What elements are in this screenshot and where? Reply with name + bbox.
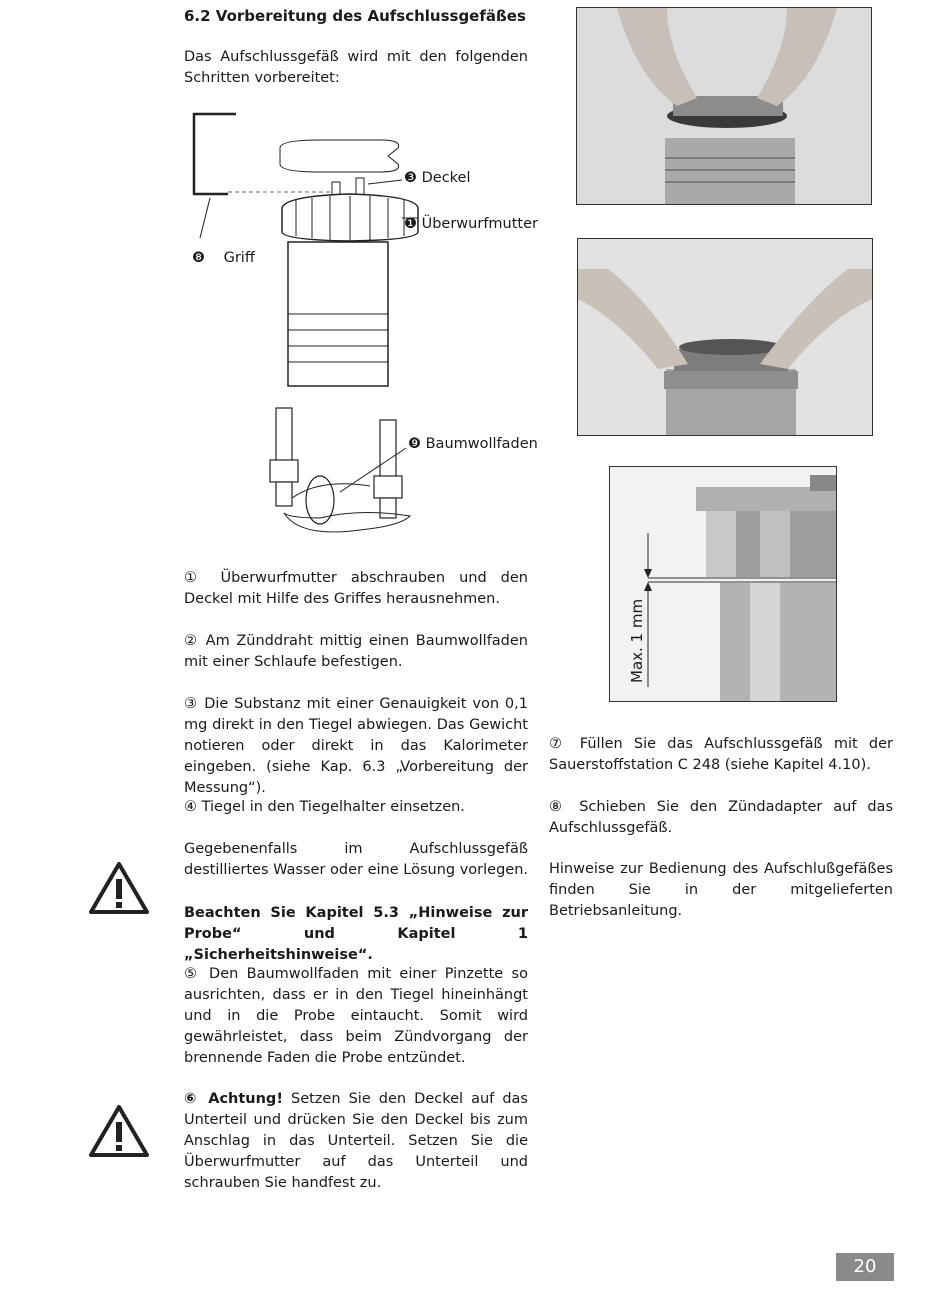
label-baumwollfaden bbox=[408, 436, 538, 452]
photo-lid-removal bbox=[576, 7, 872, 205]
page-title: 6.2 Vorbereitung des Aufschlussgefäßes bbox=[184, 7, 526, 25]
intro-text: Das Aufschlussgefäß wird mit den folgenden Schritten vorbereitet: bbox=[184, 49, 528, 86]
label-deckel-text: Deckel bbox=[421, 170, 471, 186]
label-ueberwurfmutter bbox=[404, 216, 538, 232]
step-2: ② Am Zünddraht mittig einen Baumwollfaden mit einer Schlaufe befestigen. bbox=[184, 633, 528, 670]
step-5: ⑤ Den Baumwollfaden mit einer Pinzette so ausrichten, dass er in den Tiegel hineinhängt und in die Probe eintaucht. Somit wird gewährleistet, dass beim Zündvorgang der brennende Faden die Probe entzündet. bbox=[184, 966, 528, 1066]
marker-3: ❸ bbox=[404, 170, 417, 186]
step-6 bbox=[184, 1089, 528, 1194]
label-deckel bbox=[404, 170, 471, 186]
step-7: ⑦ Füllen Sie das Aufschlussgefäß mit der Sauerstoffstation C 248 (siehe Kapitel 4.10). bbox=[549, 736, 893, 773]
label-griff bbox=[192, 250, 255, 266]
page-number: 20 bbox=[836, 1253, 894, 1281]
step-6-prefix: ⑥ Achtung! bbox=[184, 1091, 283, 1107]
warning-icon bbox=[88, 1103, 150, 1159]
step-4: ④ Tiegel in den Tiegelhalter einsetzen. bbox=[184, 799, 465, 815]
step-3: ③ Die Substanz mit einer Genauigkeit von 0,1 mg direkt in den Tiegel abwiegen. Das Gewicht notieren oder direkt in das Kalorimeter eingeben. (siehe Kap. 6.3 „Vorbereitung der Messung“). bbox=[184, 696, 528, 796]
marker-1: ❶ bbox=[404, 216, 417, 232]
step-8: ⑧ Schieben Sie den Zündadapter auf das Aufschlussgefäß. bbox=[549, 799, 893, 836]
warning-note: Beachten Sie Kapitel 5.3 „Hinweise zur Probe“ und Kapitel 1 „Sicherheitshinweise“. bbox=[184, 905, 528, 963]
marker-8: ❽ bbox=[192, 250, 205, 266]
water-note: Gegebenenfalls im Aufschlussgefäß destilliertes Wasser oder eine Lösung vorlegen. bbox=[184, 841, 528, 878]
label-baumwollfaden-text: Baumwollfaden bbox=[425, 436, 538, 452]
step-1: ① Überwurfmutter abschrauben und den Deckel mit Hilfe des Griffes herausnehmen. bbox=[184, 570, 528, 607]
vessel-diagram bbox=[180, 108, 560, 548]
warning-icon bbox=[88, 860, 150, 916]
marker-9: ❾ bbox=[408, 436, 421, 452]
label-griff-text: Griff bbox=[223, 250, 255, 266]
photo-lid-placement bbox=[577, 238, 873, 436]
operation-note: Hinweise zur Bedienung des Aufschlußgefäßes finden Sie in der mitgelieferten Betriebsanleitung. bbox=[549, 861, 893, 919]
max-gap-label: Max. 1 mm bbox=[628, 598, 646, 683]
step-6-text: Setzen Sie den Deckel auf das Unterteil und drücken Sie den Deckel bis zum Anschlag in das Unterteil. Setzen Sie die Überwurfmutter auf das Unterteil und schrauben Sie handfest zu. bbox=[184, 1091, 528, 1191]
label-ueberwurfmutter-text: Überwurfmutter bbox=[421, 216, 538, 232]
